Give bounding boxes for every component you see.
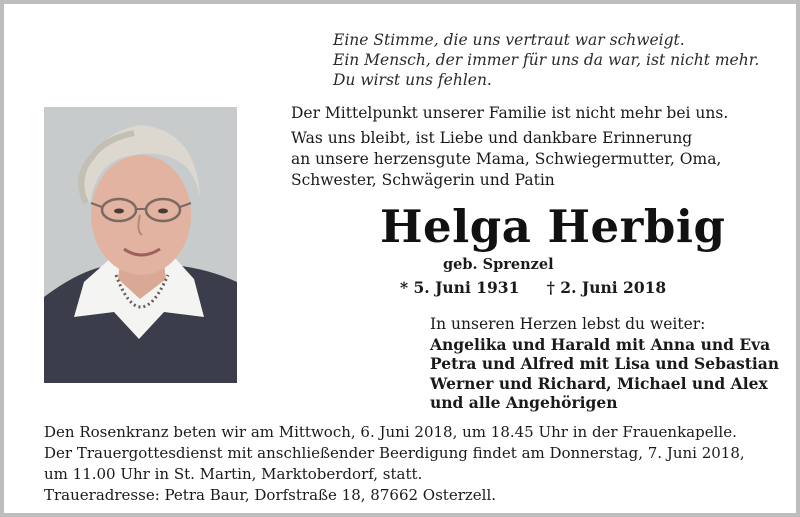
mourners-list: [430, 315, 790, 413]
portrait-photo: [44, 107, 237, 383]
intro-line: Der Mittelpunkt unserer Familie ist nicht mehr bei uns.: [291, 104, 729, 122]
mourner-line: und alle Angehörigen: [430, 393, 618, 412]
funeral-notice: Der Trauergottesdienst mit anschließender Beerdigung findet am Donnerstag, 7. Juni 2018,: [44, 444, 745, 462]
funeral-notice-cont: um 11.00 Uhr in St. Martin, Marktoberdorf, statt.: [44, 465, 423, 483]
poem: [333, 30, 783, 90]
mourner-line: Angelika und Harald mit Anna und Eva: [430, 334, 771, 354]
poem-line: Du wirst uns fehlen.: [333, 71, 492, 89]
mourners-heading: In unseren Herzen lebst du weiter:: [430, 315, 706, 333]
intro-text: [291, 103, 771, 191]
mourner-line: Werner und Richard, Michael und Alex: [430, 373, 768, 393]
intro-line: an unsere herzensgute Mama, Schwiegermutter, Oma,: [291, 150, 722, 168]
life-dates: [400, 278, 666, 297]
rosary-notice: Den Rosenkranz beten wir am Mittwoch, 6. Juni 2018, um 18.45 Uhr in der Frauenkapelle.: [44, 423, 737, 441]
service-notices: [44, 422, 784, 506]
maiden-name: geb. Sprenzel: [443, 256, 554, 273]
death-date: † 2. Juni 2018: [546, 278, 667, 297]
portrait-illustration: [44, 107, 237, 383]
poem-line: Eine Stimme, die uns vertraut war schweigt.: [333, 31, 685, 49]
mourner-line: Petra und Alfred mit Lisa und Sebastian: [430, 354, 780, 373]
mourning-address: Traueradresse: Petra Baur, Dorfstraße 18, 87662 Osterzell.: [44, 486, 497, 504]
birth-date: * 5. Juni 1931: [400, 278, 520, 297]
deceased-name: Helga Herbig: [380, 200, 726, 253]
intro-line: Was uns bleibt, ist Liebe und dankbare Erinnerung: [291, 129, 693, 147]
poem-line: Ein Mensch, der immer für uns da war, ist nicht mehr.: [333, 51, 760, 69]
intro-line: Schwester, Schwägerin und Patin: [291, 171, 555, 189]
